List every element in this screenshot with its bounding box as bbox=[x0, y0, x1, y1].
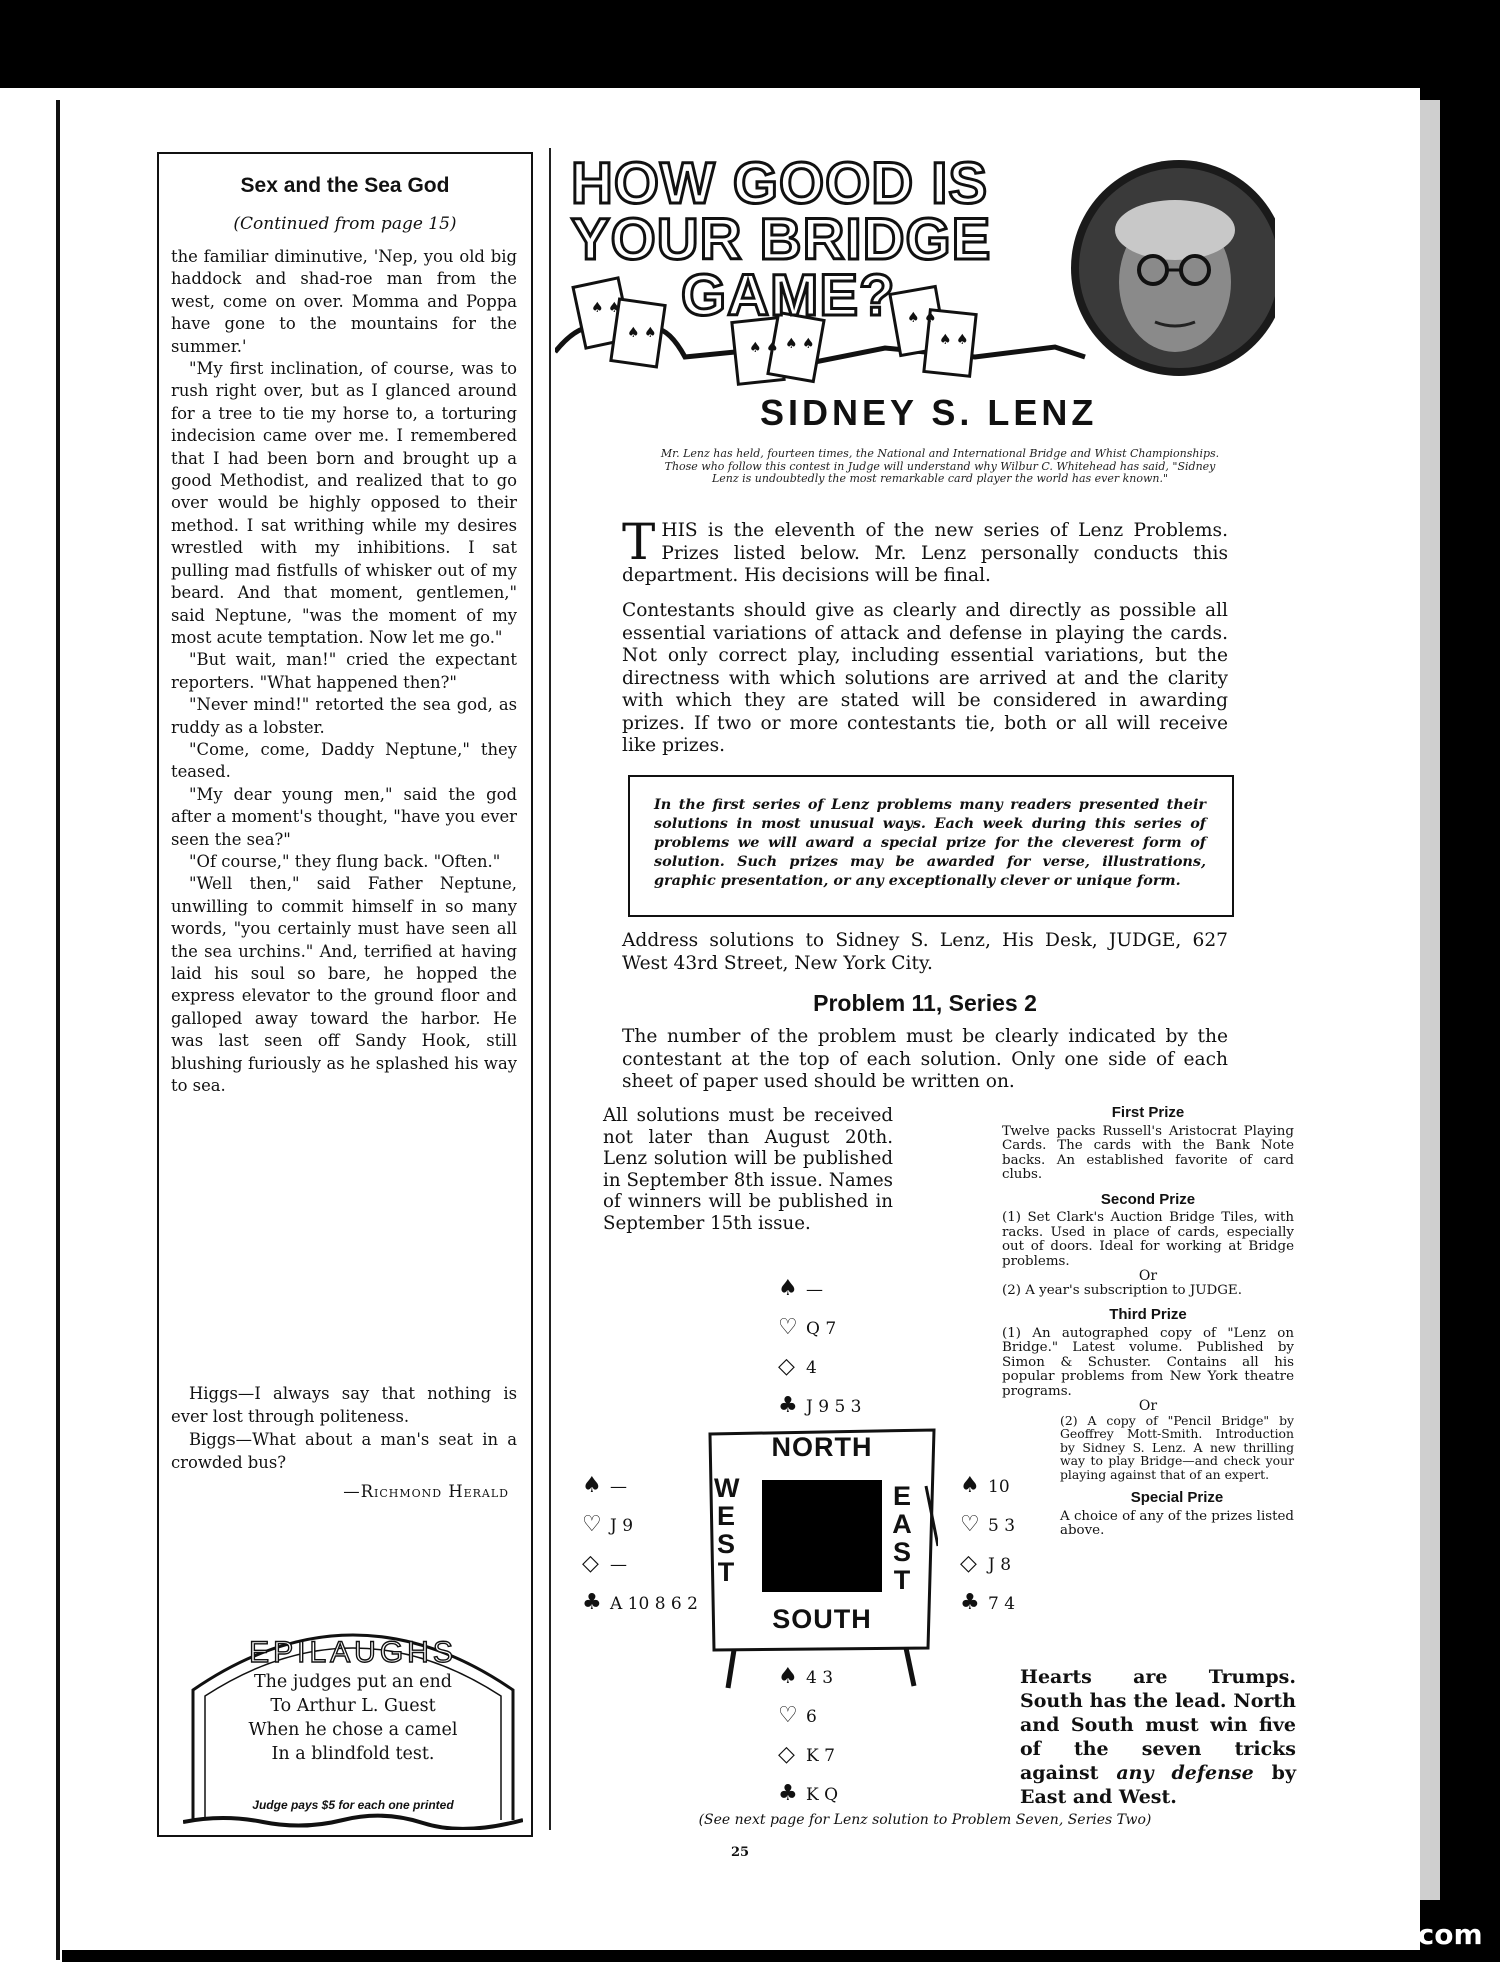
joke-line: Higgs—I always say that nothing is ever lost through politeness. bbox=[171, 1384, 517, 1426]
higgs-biggs-joke bbox=[171, 1382, 517, 1503]
header-title: HOW GOOD IS YOUR BRIDGE GAME? bbox=[571, 151, 992, 328]
story-paragraph: the familiar diminutive, 'Nep, you old big haddock and shad-roe man from the west, come on over. Momma and Poppa have gone to the mountains for the summer.' bbox=[171, 247, 517, 356]
club-icon: ♣ bbox=[582, 1590, 602, 1615]
club-icon: ♣ bbox=[778, 1393, 798, 1418]
address-text: Address solutions to Sidney S. Lenz, His Desk, JUDGE, 627 West 43rd Street, New York City. bbox=[622, 930, 1228, 974]
page-number: 25 bbox=[730, 1845, 750, 1860]
east-spades: 10 bbox=[988, 1477, 1010, 1497]
third-prize-alt: (2) A copy of "Pencil Bridge" by Geoffrey Mott-Smith. Introduction by Sidney S. Lenz. A new thrilling way to play Bridge—and check your playing against that of an expert. bbox=[1060, 1412, 1294, 1482]
second-prize-alt: (2) A year's subscription to JUDGE. bbox=[1002, 1282, 1242, 1298]
epilaughs-heading: EPILAUGHS bbox=[249, 1636, 457, 1669]
table-east-label: E A S T bbox=[892, 1481, 912, 1595]
diamond-icon: ◇ bbox=[778, 1742, 795, 1767]
first-prize-text: Twelve packs Russell's Aristocrat Playing Cards. The cards with the Bank Note backs. An established favorite of card clubs. bbox=[1002, 1123, 1294, 1182]
drop-cap: T bbox=[622, 513, 656, 571]
club-icon: ♣ bbox=[778, 1781, 798, 1806]
rules-paragraph: Contestants should give as clearly and directly as possible all essential variations of attack and defense in playing the cards. Not only correct play, including essential variations, but the directness with which solutions are arrived at and the clarity with which they are stated will be considered in awarding prizes. If two or more contestants tie, both or all will receive like prizes. bbox=[622, 600, 1228, 756]
column-divider bbox=[549, 148, 551, 1830]
rules-text-2 bbox=[622, 600, 1228, 758]
problem-title: Problem 11, Series 2 bbox=[813, 990, 1037, 1016]
club-icon: ♣ bbox=[960, 1590, 980, 1615]
heart-icon: ♡ bbox=[582, 1512, 602, 1537]
table-west-label: W E S T bbox=[714, 1473, 740, 1587]
heart-icon: ♡ bbox=[778, 1315, 798, 1340]
problem-conditions: Hearts are Trumps. South has the lead. North and South must win five of the seven tricks against any defense by East and West. bbox=[1020, 1666, 1297, 1808]
table-north-label: NORTH bbox=[771, 1432, 873, 1462]
east-hand bbox=[960, 1467, 1015, 1623]
intro-blurb: Mr. Lenz has held, fourteen times, the National and International Bridge and Whist Championships. Those who follow this contest in Judge will understand why Wilbur C. Whitehead has said, "Sidney Lenz is undoubtedly the most remarkable card player the world has ever known." bbox=[660, 447, 1220, 485]
story-paragraph: "Never mind!" retorted the sea god, as ruddy as a lobster. bbox=[171, 695, 517, 737]
svg-text:♠ ♠: ♠ ♠ bbox=[907, 310, 937, 326]
heart-icon: ♡ bbox=[960, 1512, 980, 1537]
special-prize-heading: Special Prize bbox=[1130, 1489, 1224, 1506]
south-diamonds: K 7 bbox=[806, 1746, 835, 1766]
story-paragraph: "Of course," they flung back. "Often." bbox=[189, 851, 501, 871]
rules-text bbox=[622, 513, 1228, 588]
second-prize-text: (1) Set Clark's Auction Bridge Tiles, with racks. Used in place of cards, especially out of doors. Ideal for working at Bridge problems. bbox=[1002, 1210, 1294, 1269]
page-stack-edge bbox=[1420, 100, 1440, 1900]
east-diamonds: J 8 bbox=[988, 1555, 1012, 1575]
diamond-icon: ◇ bbox=[960, 1551, 977, 1576]
second-prize-heading: Second Prize bbox=[1100, 1190, 1196, 1208]
problem-instructions: The number of the problem must be clearly indicated by the contestant at the top of each solution. Only one side of each sheet of paper used should be written on. bbox=[622, 1026, 1228, 1092]
table-south-label: SOUTH bbox=[772, 1604, 872, 1634]
story-box bbox=[157, 152, 533, 1837]
south-spades: 4 3 bbox=[806, 1668, 834, 1688]
diamond-icon: ◇ bbox=[778, 1354, 795, 1379]
svg-text:♠ ♠: ♠ ♠ bbox=[749, 340, 779, 356]
story-paragraph: "Well then," said Father Neptune, unwilling to commit himself in so many words, "you certainly must have seen all the sea urchins." And, terrified at having laid his soul so bare, he hopped the express elevator to the ground floor and galloped away toward the harbor. He was last seen off Sandy Hook, still blushing furiously as he splashed his way to sea. bbox=[171, 874, 517, 1096]
north-hearts: Q 7 bbox=[806, 1319, 837, 1339]
heart-icon: ♡ bbox=[778, 1703, 798, 1728]
north-spades: — bbox=[806, 1280, 823, 1300]
rules-paragraph: HIS is the eleventh of the new series of Lenz Problems. Prizes listed below. Mr. Lenz personally conducts this department. His decisions will be final. bbox=[622, 520, 1228, 586]
story-paragraph: "Come, come, Daddy Neptune," they teased. bbox=[171, 739, 517, 782]
spade-icon: ♠ bbox=[778, 1664, 798, 1689]
north-clubs: J 9 5 3 bbox=[806, 1397, 862, 1417]
first-prize-heading: First Prize bbox=[1111, 1104, 1185, 1121]
south-hearts: 6 bbox=[806, 1707, 817, 1727]
north-diamonds: 4 bbox=[806, 1358, 817, 1378]
bridge-header-art bbox=[555, 152, 1275, 452]
spade-icon: ♠ bbox=[960, 1473, 980, 1498]
deadline-text: All solutions must be received not later than August 20th. Lenz solution will be published in September 8th issue. Names of winners will be published in September 15th issue. bbox=[603, 1105, 893, 1234]
east-clubs: 7 4 bbox=[988, 1594, 1016, 1614]
epilaughs-footer: Judge pays $5 for each one printed bbox=[252, 1798, 454, 1812]
spade-icon: ♠ bbox=[778, 1276, 798, 1301]
story-title: Sex and the Sea God bbox=[240, 174, 450, 197]
story-paragraph: "But wait, man!" cried the expectant reporters. "What happened then?" bbox=[171, 650, 517, 692]
west-clubs: A 10 8 6 2 bbox=[610, 1594, 698, 1614]
west-diamonds: — bbox=[610, 1555, 627, 1575]
special-prize-text: A choice of any of the prizes listed above. bbox=[1060, 1508, 1294, 1538]
footnote: (See next page for Lenz solution to Problem Seven, Series Two) bbox=[698, 1812, 1152, 1828]
site-watermark: comicbooks.com bbox=[1222, 1918, 1483, 1951]
byline: SIDNEY S. LENZ bbox=[760, 392, 1098, 433]
joke-line: Biggs—What about a man's seat in a crowded bus? bbox=[171, 1430, 517, 1472]
east-hearts: 5 3 bbox=[988, 1516, 1016, 1536]
svg-text:♠ ♠: ♠ ♠ bbox=[627, 325, 657, 341]
continued-note: (Continued from page 15) bbox=[233, 214, 457, 234]
joke-source: —Richmond Herald bbox=[343, 1482, 509, 1501]
west-hearts: J 9 bbox=[610, 1516, 634, 1536]
epilaughs-panel bbox=[183, 1600, 523, 1830]
west-hand bbox=[582, 1467, 698, 1623]
table-center bbox=[762, 1480, 882, 1592]
notice-text: In the first series of Lenz problems many readers presented their solutions in most unusual ways. Each week during this series of problems we will award a special prize for the cleverest form of solution. Such prizes may be awarded for verse, illustrations, graphic presentation, or any exceptionally clever or unique form. bbox=[654, 796, 1206, 889]
south-hand bbox=[778, 1658, 838, 1814]
or-label: Or bbox=[1138, 1398, 1158, 1414]
or-label: Or bbox=[1138, 1268, 1158, 1284]
svg-text:♠ ♠: ♠ ♠ bbox=[785, 336, 815, 352]
binding-line bbox=[56, 100, 60, 1960]
north-hand bbox=[778, 1270, 861, 1426]
story-paragraph: "My dear young men," said the god after a moment's thought, "have you ever seen the sea?" bbox=[171, 784, 517, 849]
bridge-table bbox=[706, 1426, 938, 1651]
svg-text:♠ ♠: ♠ ♠ bbox=[939, 332, 969, 348]
story-paragraph: "My first inclination, of course, was to rush right over, but as I glanced around for a tree to tie my horse to, a torturing indecision came over me. I remembered that I had been born and brought up a good Methodist, and realized that to go over would be highly opposed to their method. I sat writhing while my desires wrestled with my inhibitions. I sat pulling mad fistfulls of whisker out of my beard. And that moment, gentlemen," said Neptune, "was the moment of my most acute temptation. Now let me go." bbox=[171, 359, 517, 647]
special-prize-notice bbox=[628, 775, 1234, 917]
svg-text:♠ ♠: ♠ ♠ bbox=[591, 300, 621, 316]
south-clubs: K Q bbox=[806, 1785, 839, 1805]
spade-icon: ♠ bbox=[582, 1473, 602, 1498]
prize-list bbox=[1002, 1106, 1294, 1549]
left-page-edge bbox=[0, 88, 62, 1962]
epitaph-text: The judges put an end To Arthur L. Guest When he chose a camel In a blindfold test. bbox=[248, 1672, 458, 1764]
third-prize-text: (1) An autographed copy of "Lenz on Bridge." Latest volume. Published by Simon & Schuster. Contains all his popular problems from New York theatre programs. bbox=[1002, 1325, 1294, 1399]
third-prize-heading: Third Prize bbox=[1109, 1306, 1187, 1323]
diamond-icon: ◇ bbox=[582, 1551, 599, 1576]
story-text bbox=[171, 246, 517, 1097]
west-spades: — bbox=[610, 1477, 627, 1497]
